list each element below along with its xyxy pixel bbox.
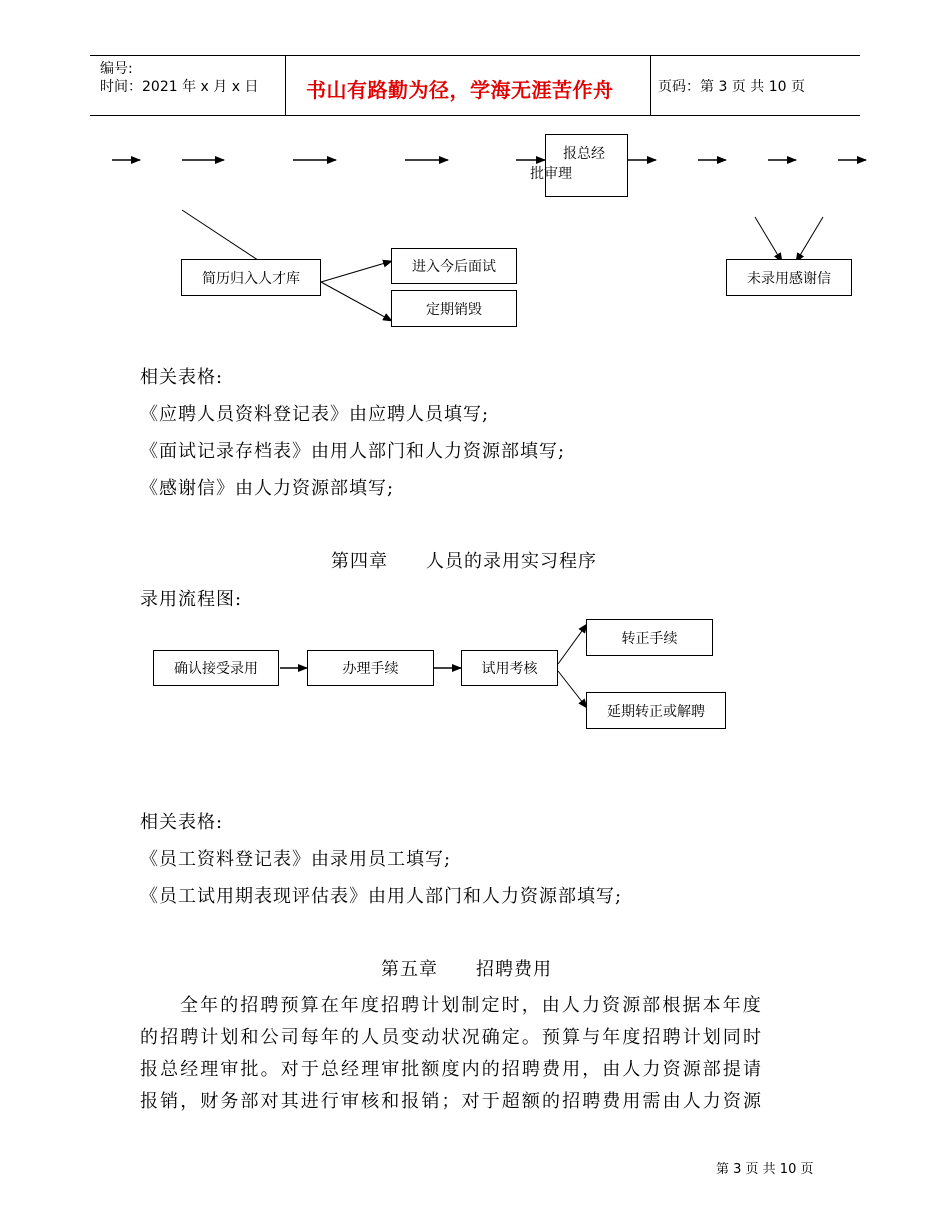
paragraph-line-1: 全年的招聘预算在年度招聘计划制定时，由人力资源部根据本年度 [180,995,763,1016]
arrow-trial-to-extend [558,671,587,708]
chapter4-flow-label: 录用流程图: [140,589,243,610]
header-time-label: 时间：2021 年 x 月 x 日 [100,79,259,95]
destroy-box: 定期销毁 [391,290,517,327]
trial-assessment-box: 试用考核 [461,650,558,686]
thanks-letter-box: 未录用感谢信 [726,259,852,296]
handle-procedures-box: 办理手续 [307,650,434,686]
section2-item-1: 《员工资料登记表》由录用员工填写; [140,849,452,870]
section2-heading: 相关表格: [140,812,224,833]
extend-or-dismiss-box: 延期转正或解聘 [586,692,726,729]
header-number-label: 编号: [100,61,133,77]
confirm-hire-box: 确认接受录用 [153,650,279,686]
approval-box-line1: 报总经 [563,146,605,162]
section1-item-2: 《面试记录存档表》由用人部门和人力资源部填写; [140,441,566,462]
section1-heading: 相关表格: [140,367,224,388]
header-page-label: 页码：第 3 页 共 10 页 [658,79,805,95]
section2-item-2: 《员工试用期表现评估表》由用人部门和人力资源部填写; [140,886,623,907]
interview-box: 进入今后面试 [391,248,517,284]
paragraph-line-2: 的招聘计划和公司每年的人员变动状况确定。预算与年度招聘计划同时 [140,1027,764,1048]
arrow-trial-to-regular [558,624,587,664]
section1-item-3: 《感谢信》由人力资源部填写; [140,478,395,499]
header-motto: 书山有路勤为径，学海无涯苦作舟 [306,78,614,102]
resume-box: 简历归入人才库 [181,259,321,296]
chapter5-title: 第五章 招聘费用 [381,959,552,980]
approval-box-line2: 批审理 [530,166,572,182]
paragraph-line-4: 报销，财务部对其进行审核和报销；对于超额的招聘费用需由人力资源 [140,1091,764,1112]
chapter5-paragraph [140,990,810,1118]
section1-item-1: 《应聘人员资料登记表》由应聘人员填写; [140,404,490,425]
paragraph-line-3: 报总经理审批。对于总经理审批额度内的招聘费用，由人力资源部提请 [140,1059,764,1080]
chapter4-title: 第四章 人员的录用实习程序 [331,551,597,572]
footer-page-number: 第 3 页 共 10 页 [716,1162,814,1177]
regularization-box: 转正手续 [586,619,713,656]
